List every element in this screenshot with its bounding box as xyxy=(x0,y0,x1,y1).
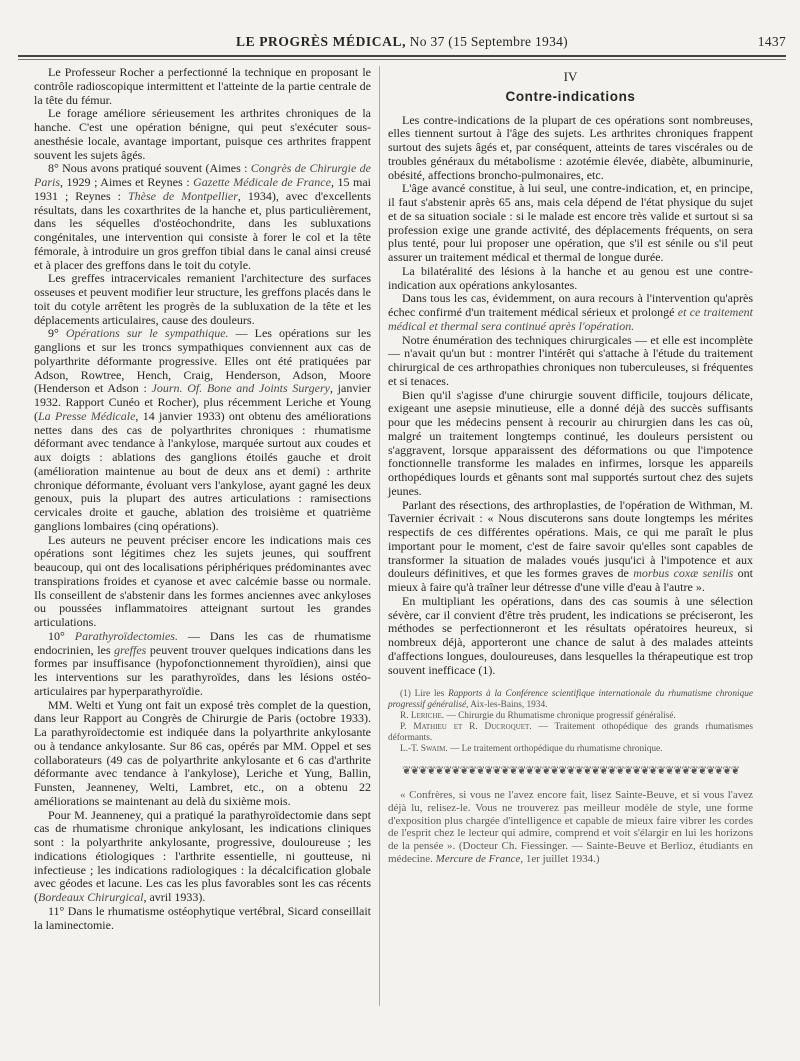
column-divider xyxy=(379,66,380,1006)
header-rule xyxy=(18,55,786,57)
paragraph: Dans tous les cas, évidemment, on aura recours à l'intervention qu'après échec confirmé d'un traitement médical sérieux et prolongé et ce traitement médical et thermal sera continué après l'opération. xyxy=(388,291,753,333)
boxed-quote xyxy=(388,789,753,866)
paragraph: En multipliant les opérations, dans des cas soumis à une sélection sévère, car il convient d'être très prudent, les indications se préciseront, les méthodes se perfectionneront et les résultats opératoires heureux, si nombreux déjà, apporteront une chance de salut à des malades atteints d'affections longues, douloureuses, dans lesquelles la thérapeutique est trop souvent inefficace (1). xyxy=(388,593,753,677)
header-rule-thin xyxy=(18,59,786,60)
paragraph: MM. Welti et Yung ont fait un exposé très complet de la question, dans leur Rapport au Congrès de Chirurgie de Paris (octobre 1933). La parathyroïdectomie est indiquée dans la polyarthrite ankylosante ou à tendance ankylosante. Sur 86 cas, opérés par MM. Oppel et ses collaborateurs (49 cas de polyarthrite ankylosante et 6 cas d'arthrite déformante avec tendance à l'ankylose), Leriche et Yung, Ballin, Funsten, Jeanneney, Welti, Lambret, etc., on a obtenu 22 améliorations se maintenant au delà du sixième mois. xyxy=(34,697,371,808)
paragraph: Le forage améliore sérieusement les arthrites chroniques de la hanche. C'est une opération bénigne, qui peut s'exécuter sous-anesthésie locale, avantage important, puisque ces arthrites frappent souvent les sujets âgés. xyxy=(34,106,371,162)
paragraph: Le Professeur Rocher a perfectionné la technique en proposant le contrôle radioscopique intermittent et l'atteinte de la partie centrale de la tête du fémur. xyxy=(34,65,371,107)
paragraph: Bien qu'il s'agisse d'une chirurgie souvent difficile, toujours délicate, exigeant une asepsie minutieuse, elle a donné déjà des succès suffisants pour que les médecins pensent à recourir au chirurgien dans les cas où, malgré un traitement longtemps continué, les douleurs persistent ou s'aggravent, lorsque apparaissent des déformations ou que l'impotence fonctionnelle transforme les malades en infirmes, lorsque les appareils orthopédiques lourds et gênants sont mal supportés surtout chez des sujets jeunes. xyxy=(388,387,753,498)
paragraph: L'âge avancé constitue, à lui seul, une contre-indication, et, en principe, il faut s'abstenir après 65 ans, mais cela dépend de l'état physique du sujet et de sa situation sociale : si le malade est encore très valide et surtout si sa profession exige une grande activité, des déplacements fréquents, on sera plus tenté, pour lui proposer une opération, que s'il est sénile ou s'il peut assurer un traitement médical et thermal de longue durée. xyxy=(388,181,753,264)
paragraph: Pour M. Jeanneney, qui a pratiqué la parathyroïdectomie dans sept cas de rhumatisme chronique ankylosant, les indications cliniques sont : la polyarthrite ankylosante, progressive, douloureuse ; les indications étiologiques : l'arthrite essentielle, ni goutteuse, ni infectieuse ; les indications radiologiques : la décalcification globale avec géodes et lacune. Les cas les plus favorables sont les cas récents (Bordeaux Chirurgical, avril 1933). xyxy=(34,807,371,904)
journal-name: LE PROGRÈS MÉDICAL, xyxy=(236,34,407,49)
ornamental-divider: ❦❦❦❦❦❦❦❦❦❦❦❦❦❦❦❦❦❦❦❦❦❦❦❦❦❦❦❦❦❦❦❦❦❦❦❦❦❦❦❦❦ xyxy=(402,765,739,778)
issue-info: No 37 (15 Septembre 1934) xyxy=(409,34,568,49)
paragraph: Les contre-indications de la plupart de ces opérations sont nombreuses, elles tiennent surtout à l'âge des sujets. Les arthrites chroniques frappent surtout des sujets âgés et, par conséquent, atteints de tares viscérales ou de troubles généraux du métabolisme : azotémie élevée, diabète, albuminurie, obésité, affections broncho-pulmonaires, etc. xyxy=(388,112,753,182)
footnotes xyxy=(388,689,753,755)
right-column xyxy=(388,66,753,866)
left-column xyxy=(34,66,371,932)
paragraph: Les auteurs ne peuvent préciser encore les indications mais ces opérations sont légitimes chez les sujets jeunes, qui souffrent beaucoup, qui ont des localisations périphériques prédominantes avec transpirations froides et cyanose et avec calcémie basse ou normale. Ils conseillent de s'abstenir dans les formes anciennes avec ankyloses ou poussées inflammatoires atteignant surtout les grandes articulations. xyxy=(34,532,371,629)
journal-title xyxy=(18,34,786,50)
paragraph: 11° Dans le rhumatisme ostéophytique vertébral, Sicard conseillait la laminectomie. xyxy=(34,903,371,932)
section-number: IV xyxy=(563,69,578,84)
footnote: R. Leriche. — Chirurgie du Rhumatisme chronique progressif généralisé. xyxy=(400,711,676,722)
page-number: 1437 xyxy=(757,34,786,49)
footnote: P. Mathieu et R. Ducroquet. — Traitement othopédique des grands rhumatismes déformants. xyxy=(388,722,753,744)
section-title: Contre-indications xyxy=(505,88,636,104)
paragraph: La bilatéralité des lésions à la hanche et au genou est une contre-indication aux opérations ankylosantes. xyxy=(388,263,753,292)
paragraph: 8° Nous avons pratiqué souvent (Aimes : Congrès de Chirurgie de Paris, 1929 ; Aimes et Reynes : Gazette Médicale de France, 15 mai 1931 ; Reynes : Thèse de Montpellier, 1934), avec d'excellents résultats, dans les coxarthrites de la hanche et, plus particulièrement, dans les séquelles d'ostéochondrite, dans les subluxations congénitales, une intervention qui consiste à forer le col et la tête fémorale, à introduire un gros greffon tibial dans le canal ainsi creusé et à placer des greffons dans le toit du cotyle. xyxy=(34,161,371,272)
footnote: L.-T. Swaim. — Le traitement orthopédique du rhumatisme chronique. xyxy=(400,744,663,755)
paragraph: Parlant des résections, des arthroplasties, de l'opération de Withman, M. Tavernier écrivait : « Nous discuterons sans doute longtemps les mérites respectifs de ces différentes opérations. Mais, ce qui me paraît le plus important pour le moment, c'est de faire savoir qu'elles sont capables de transformer la situation de malades voués jusqu'ici à l'impotence et aux douleurs définitives, et que les formes graves de morbus coxæ senilis ont mieux à faire qu'à traîner leur détresse d'une ville d'eau à l'autre ». xyxy=(388,497,753,594)
paragraph: Les greffes intracervicales remanient l'architecture des surfaces osseuses et peuvent modifier leur structure, les greffons placés dans le toit du cotyle arrêtent les progrès de la subluxation de la tête et les déplacements articulaires, cause des douleurs. xyxy=(34,271,371,327)
paragraph: 10° Parathyroïdectomies. — Dans les cas de rhumatisme endocrinien, les greffes peuvent trouver quelques indications dans les formes par insuffisance (hypofonctionnement thyroïdien), ainsi que les interventions sur les parathyroïdes, dans les lésions ostéo-articulaires par hyperparathyroïdie. xyxy=(34,628,371,698)
paragraph: 9° Opérations sur le sympathique. — Les opérations sur les ganglions et sur les troncs sympathiques conviennent aux cas de polyarthrite déformante progressive. Elles ont été pratiquées par Adson, Rowtree, Hench, Craig, Henderson, Adson, Moore (Henderson et Adson : Journ. Of. Bone and Joints Surgery, janvier 1932. Rapport Cunéo et Rocher), plus récemment Leriche et Young (La Presse Médicale, 14 janvier 1933) ont obtenu des améliorations nettes dans des cas de polyarthrites chroniques : rhumatisme déformant avec tendance à l'ankylose, marquée surtout aux coudes et aux doigts : ablations des ganglions étoilés gauche et droit (amélioration maintenue au bout de deux ans et demi) : arthrite chronique déformante, évoluant vers l'ankylose, ayant gagné les deux genoux, puis la plupart des autres articulations : ramisections cervicales droite et gauche, ablation des troisième et quatrième ganglions lombaires (cinq opérations). xyxy=(34,326,371,533)
paragraph: Notre énumération des techniques chirurgicales — et elle est incomplète — n'avait qu'un but : montrer l'intérêt qui s'attache à l'étude du traitement chirurgical de ces arthropathies chroniques non tuberculeuses, si fréquentes et si tenaces. xyxy=(388,332,753,388)
footnote: (1) Lire les Rapports à la Conférence scientifique internationale du rhumatisme chronique progressif généralisé, Aix-les-Bains, 1934. xyxy=(388,689,753,711)
running-header xyxy=(18,34,786,56)
quote-text: « Confrères, si vous ne l'avez encore fait, lisez Sainte-Beuve, et si vous l'avez déjà lu, relisez-le. Vous ne trouverez pas meilleur modèle de style, une forme d'exposition plus chargée d'intelligence et capable de mieux faire vibrer les cordes de l'esprit chez le lecteur qui admire, comprend et voit s'élargir en lui les horizons de la pensée ». (Docteur Ch. Fiessinger. — Sainte-Beuve et Berlioz, étudiants en médecine. Mercure de France, 1er juillet 1934.) xyxy=(388,789,753,865)
